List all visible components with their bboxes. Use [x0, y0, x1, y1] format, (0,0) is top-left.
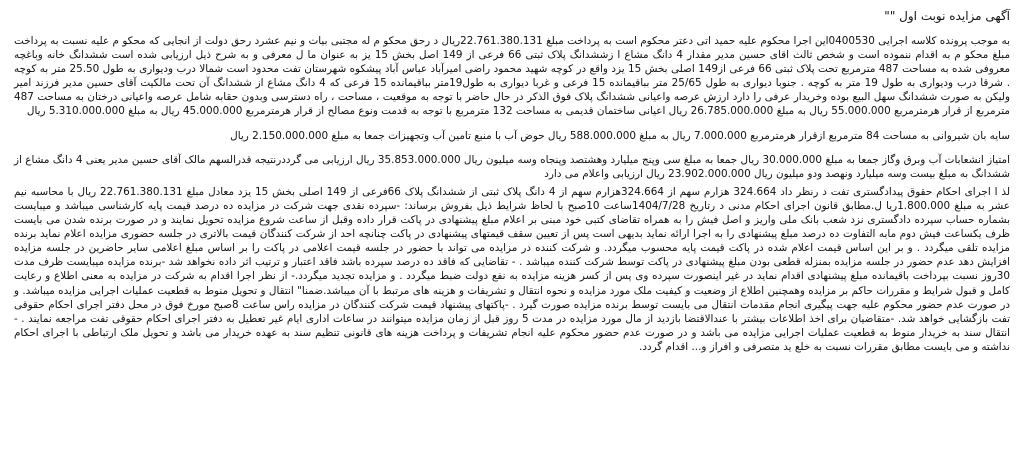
notice-paragraph-property-description: به موجب پرونده کلاسه اجرایی 0400530این اجرا محکوم علیه حمید اتی دعتر محکوم است به پرداخت مبلغ 22.761.380.131ریال د رحق محکو م له مجتبی بیات و نیم عشرد رحق دولت از انجایی که محکو م علیه نسبت به پرداخت مبلغ محکو م به اقدام ننموده است و شخص ثالث اقای حسین مدیر مقدار 4 دانگ مشاع ا زششدانگ پلاک ثبتی 66 فرعی از 149 اصل بخش 15 یز به عنوان ما ل معرفی و به شرح ذیل ارزیابی شده است ششدانگ خانه وباغچه معروفی شده به مساحت 487 مترمربع تحت پلاک ثبتی 66 فرعی از149 اصلی بخش 15 یزد واقع در کوچه شهید محمود راضی امیرآباد عباس آباد پیشکوه شهرستان تفت محدود است شمالا درب ودیواری به طول 25.50 متر به کوچه . شرقا درب ودیواری به طول 19 متر به کوچه . جنوبا دیواری به طول 25/65 متر بباقیمانده 15 فرعی و غربا دیواری به طول19متر بباقیمانده 15 فرعی که 4 دانگ مشاع از ششدانگ آن تحت مالکیت آقای حسین مدیر فرزند امیر ولیکن به صورت ششدانگ سهل البیع بوده وخریدار عرفی را دارد ارزش عرصه واعیانی ششدانگ پلاک فوق الذکر در حال حاضر با توجه به موقعیت ، مساحت ، راه دسترسی وبدون حقابه شامل عرصه واعیانی درختان به مساحت 487 مترمربع از قرار هرمترمربع 55.000.000 ریال به مبلغ 26.785.000.000 ریال اعیانی ساختمان قدیمی به مساحت 132 مترمربع با توجه به قدمت ونوع مصالح از قرار هرمترمربع 45.000.000 ریال به مبلغ 5.310.000.000 ریال: [14, 35, 1011, 118]
notice-title: آگهی مزایده نوبت اول "": [884, 9, 1010, 23]
notice-paragraph-utilities-valuation: امتیاز انشعابات آب وبرق وگاز جمعا به مبلغ 30.000.000 ریال جمعا به مبلغ سی وپنج میلیارد وهشتصد وپنجاه وسه میلیون ریال 35.853.000.000 ریال ارزیابی می گرددرنتیجه قدرالسهم مالک آقای حسین مدیر یعنی 4 دانگ مشاع از ششدانگ به مبلغ بیست وسه میلیارد ونهصد ودو میلیون ریال 23.902.000.000 ریال ارزیابی واعلام می دارد: [14, 153, 1010, 180]
notice-paragraph-shelter-pool: سایه بان شیروانی به مساحت 84 مترمربع ازقرار هرمترمربع 7.000.000 ریال به مبلغ 588.000.000 ریال حوض آب با منبع تامین آب وتجهیزات جمعا به مبلغ 2.150.000.000 ریال: [230, 129, 1010, 142]
notice-paragraph-auction-terms: لذ ا اجرای احکام حقوق پیدادگستری تفت د رنظر داد 324.664 هزارم سهم از 324.664هزارم سهم از 4 دانگ پلاک ثبتی از ششدانگ پلاک 66فرعی از 149 اصلی بخش 15 یزد معادل مبلغ 22.761.380.131 ریال با محاسبه نیم عشر به مبلغ 1.800.000ریا ل.مطابق قانون اجرای احکام مدنی د رتاریخ 1404/7/28ساعت 10صبح با لحاظ شرایط ذیل بفروش برساند: -سپرده نقدی جهت شرکت در مزایده ده درصد قیمت پایه کارشناسی میباشد و میبایست بشماره حساب سپرده دادگستری نزد شعب بانک ملی واریز و اصل فیش را به همراه تقاضای کتبی خود مبنی بر اعلام مبلغ پیشنهادی در پاکت قرار داده وقبل از ساعت شروع مزایده تحویل نمایند و در صورت برنده شدن می بایست ظرف یکساعت فیش دوم مابه التفاوت ده درصد مبلغ پیشنهادی را به اجرا ارائه نماید بدیهی است پس از تعیین سقف قیمتهای پیشنهادی در پاکت چنانچه احد از شرکت کنندگان قیمت بالاتری در جلسه حضوری مزایده اعلام نماید برنده مزایده تلقی میگردد . و بر این اساس قیمت اعلام شده در پاکت قیمت پایه محسوب میگردد. و شرکت کننده در مزایده می تواند با حضور در جلسه قیمت اعلامی در پاکت را بر اساس مبلغ اعلامی سایر حاضرین در جلسه مزایده افزایش دهد عدم حضور در جلسه مزایده بمنزله قطعی بودن مبلغ پیشنهادی در پاکت توسط شرکت کننده میباشد . - تقاضایی که فاقد ده درصد سپرده باشد فاقد اعتبار و ترتیب اثر داده نخواهد شد -برنده مزایده میبایست ظرف مدت 30روز نسبت بپرداخت باقیمانده مبلغ پیشنهادی اقدام نماید در غیر اینصورت سپرده وی پس از کسر هزینه مزایده به نفع دولت ضبط میگردد . و مزایده تجدید میگردد.- از نظر اجرا اقدام به شرکت در مزایده به معنی اطلاع و رعایت کامل و قبول شرایط و مقررات حاکم بر مزایده وهمچنین اطلاع از وضعیت و کیفیت ملک مورد مزایده و نحوه انتقال و تشریفات و هزینه های مرتبط با آن میباشد.ضمنا" انتقال و تحویل منوط به قطعیت عملیات اجرایی مزایده میباشد. و در صورت عدم حضور محکوم علیه جهت پیگیری انجام مقدمات انتقال می بایست توسط برنده مزایده صورت گیرد . -پاکتهای پیشنهاد قیمت شرکت کنندگان در مزایده راس ساعت 8صبح مورخ فوق در محل دفتر اجرای احکام حقوقی تفت بازگشایی خواهد شد. -متقاضیان برای اخذ اطلاعات بیشتر با عندالاقتضا بازدید از مال مورد مزایده در مدت 5 روز قبل از زمان مزایده میتوانند در ساعات اداری ایام غیر تعطیل به دفتر اجرای احکام حقوقی تفت مراجعه نمایند . - انتقال سند به خریدار منوط به قطعیت عملیات اجرایی مزایده می باشد و در صورت عدم حضور محکوم علیه انجام تشریفات و پرداخت هزینه های قانونی تنظیم سند به عهده خریدار می باشد و تحویل ملک ارتباطی با اجرای احکام نداشته و می بایست مطابق مقررات نسبت به خلع ید متصرفی و افراز و... اقدام گردد.: [14, 185, 1010, 353]
